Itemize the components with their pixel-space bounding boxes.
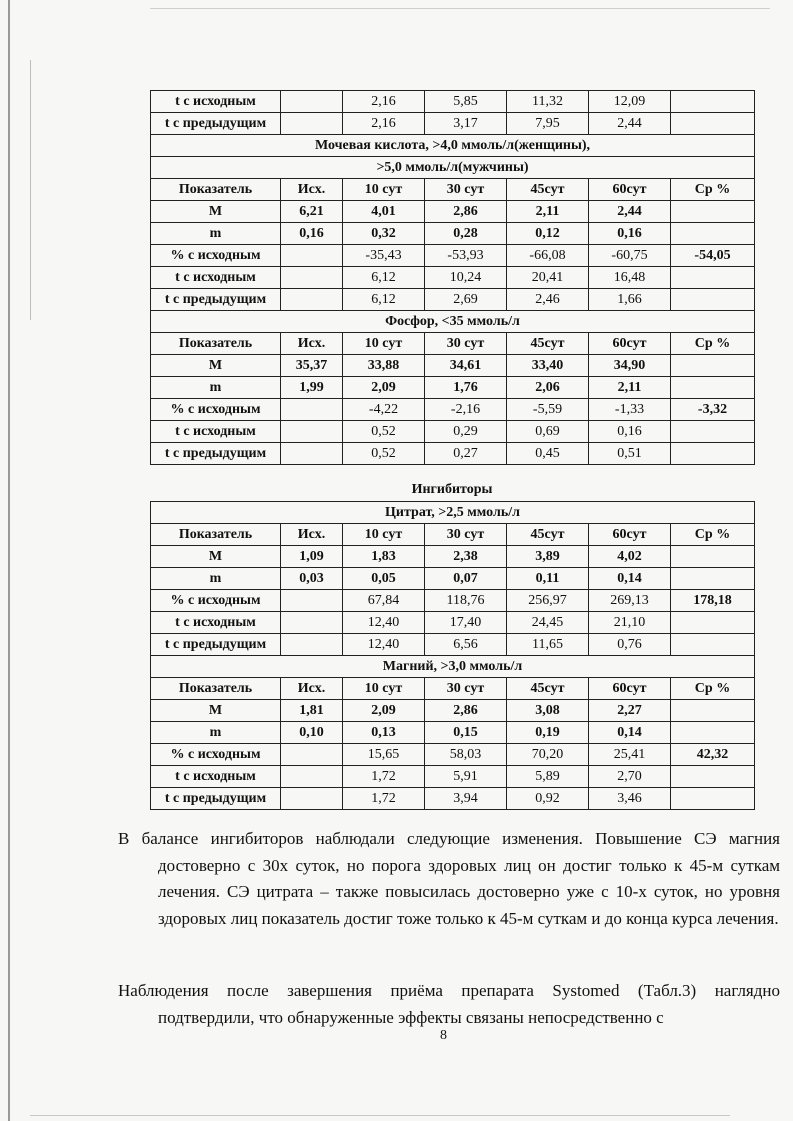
row-label: % с исходным <box>151 245 281 267</box>
table-row <box>151 766 755 788</box>
table-cell <box>671 612 755 634</box>
table-row <box>151 223 755 245</box>
table-cell <box>671 113 755 135</box>
table-cell: -53,93 <box>425 245 507 267</box>
table-cell: 1,99 <box>281 377 343 399</box>
table-cell: 15,65 <box>343 744 425 766</box>
row-label: t с исходным <box>151 612 281 634</box>
table-cell: 70,20 <box>507 744 589 766</box>
table-cell: 0,92 <box>507 788 589 810</box>
table-cell: 0,28 <box>425 223 507 245</box>
table-cell: 34,61 <box>425 355 507 377</box>
column-header: 30 сут <box>425 333 507 355</box>
column-header: Показатель <box>151 678 281 700</box>
column-header: 30 сут <box>425 678 507 700</box>
table-cell: 0,14 <box>589 722 671 744</box>
row-label: t с предыдущим <box>151 289 281 311</box>
table-cell: 5,89 <box>507 766 589 788</box>
column-header: Исх. <box>281 678 343 700</box>
column-header: Ср % <box>671 179 755 201</box>
row-label: t с предыдущим <box>151 443 281 465</box>
table-cell: 11,65 <box>507 634 589 656</box>
table-cell: 0,15 <box>425 722 507 744</box>
table-cell: 16,48 <box>589 267 671 289</box>
scan-edge <box>30 1115 730 1116</box>
table-cell: 58,03 <box>425 744 507 766</box>
table-cell <box>671 788 755 810</box>
table-cell: 0,69 <box>507 421 589 443</box>
page-number: 8 <box>440 1028 447 1043</box>
table-cell: 0,12 <box>507 223 589 245</box>
table-row <box>151 91 755 113</box>
table-cell: 4,01 <box>343 201 425 223</box>
table-cell: -1,33 <box>589 399 671 421</box>
table-cell: 12,09 <box>589 91 671 113</box>
table-cell: 2,69 <box>425 289 507 311</box>
table-cell: 3,46 <box>589 788 671 810</box>
table-cell: 1,09 <box>281 546 343 568</box>
table-cell: 0,45 <box>507 443 589 465</box>
section-title-row <box>151 311 755 333</box>
table-row <box>151 744 755 766</box>
table-row <box>151 113 755 135</box>
column-header: 60сут <box>589 333 671 355</box>
section-title-row <box>151 502 755 524</box>
table-cell: 5,91 <box>425 766 507 788</box>
table-cell: -5,59 <box>507 399 589 421</box>
table-cell: 0,52 <box>343 443 425 465</box>
table-cell <box>281 788 343 810</box>
table-row <box>151 612 755 634</box>
table-row <box>151 399 755 421</box>
table-cell: -2,16 <box>425 399 507 421</box>
column-header: 10 сут <box>343 333 425 355</box>
column-header: Исх. <box>281 333 343 355</box>
table-cell: 2,16 <box>343 91 425 113</box>
table-cell: 10,24 <box>425 267 507 289</box>
table-cell <box>281 245 343 267</box>
table-cell: 1,72 <box>343 766 425 788</box>
table-cell: 6,12 <box>343 289 425 311</box>
section-title: Магний, >3,0 ммоль/л <box>151 656 755 678</box>
paragraph-systomed <box>118 978 780 1031</box>
table-cell <box>281 443 343 465</box>
table-cell <box>281 744 343 766</box>
column-header: 60сут <box>589 678 671 700</box>
table-cell: 0,05 <box>343 568 425 590</box>
table-cell <box>281 91 343 113</box>
row-label: t с предыдущим <box>151 788 281 810</box>
table-cell: 0,16 <box>281 223 343 245</box>
paragraph-text: В балансе ингибиторов наблюдали следующие изменения. Повышение СЭ магния достоверно с 30х суток, но порога здоровых лиц он достиг только к 45-м суткам лечения. СЭ цитрата – также повысилась достоверно уже с 10-х суток, но уровня здоровых лиц показатель достиг тоже только к 45-м суткам и до конца курса лечения. <box>118 829 780 928</box>
row-label: M <box>151 355 281 377</box>
table-cell: 4,02 <box>589 546 671 568</box>
row-label: t с предыдущим <box>151 113 281 135</box>
column-header: Ср % <box>671 524 755 546</box>
table-cell: 0,16 <box>589 223 671 245</box>
row-label: m <box>151 223 281 245</box>
column-header: 45сут <box>507 524 589 546</box>
table-cell <box>671 223 755 245</box>
table-cell <box>671 722 755 744</box>
table-cell <box>671 700 755 722</box>
table-cell: 3,89 <box>507 546 589 568</box>
row-label: % с исходным <box>151 399 281 421</box>
table-row <box>151 634 755 656</box>
table-cell: 0,29 <box>425 421 507 443</box>
table-row <box>151 267 755 289</box>
table-cell: 1,72 <box>343 788 425 810</box>
table-uric-phosphorus <box>150 90 755 465</box>
row-label: % с исходным <box>151 744 281 766</box>
scan-edge <box>30 60 31 320</box>
row-label: M <box>151 546 281 568</box>
table-cell: 7,95 <box>507 113 589 135</box>
column-header: 45сут <box>507 179 589 201</box>
table-cell: 12,40 <box>343 612 425 634</box>
table-cell: 3,08 <box>507 700 589 722</box>
table-cell: 6,12 <box>343 267 425 289</box>
table-cell <box>671 289 755 311</box>
header-row <box>151 333 755 355</box>
table-cell: 2,46 <box>507 289 589 311</box>
table-cell: 0,76 <box>589 634 671 656</box>
table-cell: 33,40 <box>507 355 589 377</box>
table-cell: 0,10 <box>281 722 343 744</box>
table-cell: 0,32 <box>343 223 425 245</box>
table-row <box>151 245 755 267</box>
table-cell <box>281 766 343 788</box>
table-cell: 0,52 <box>343 421 425 443</box>
table-cell: 2,11 <box>507 201 589 223</box>
section-title: Мочевая кислота, >4,0 ммоль/л(женщины), <box>151 135 755 157</box>
table-cell: 6,56 <box>425 634 507 656</box>
table-cell <box>671 421 755 443</box>
table-row <box>151 377 755 399</box>
section-title-row <box>151 157 755 179</box>
table-cell <box>671 443 755 465</box>
table-cell: 0,16 <box>589 421 671 443</box>
section-title: Цитрат, >2,5 ммоль/л <box>151 502 755 524</box>
table-cell: 0,07 <box>425 568 507 590</box>
table-row <box>151 355 755 377</box>
column-header: 10 сут <box>343 179 425 201</box>
table-cell: 0,14 <box>589 568 671 590</box>
table-cell <box>281 289 343 311</box>
row-label: m <box>151 377 281 399</box>
table-cell: 6,21 <box>281 201 343 223</box>
column-header: Ср % <box>671 333 755 355</box>
column-header: Показатель <box>151 524 281 546</box>
table-cell: 42,32 <box>671 744 755 766</box>
table-cell: 67,84 <box>343 590 425 612</box>
table-cell: 21,10 <box>589 612 671 634</box>
table-cell: 1,83 <box>343 546 425 568</box>
table-cell: -54,05 <box>671 245 755 267</box>
table-cell <box>671 546 755 568</box>
paragraph-inhibitors-balance <box>118 826 780 932</box>
row-label: t с исходным <box>151 421 281 443</box>
row-label: t с исходным <box>151 91 281 113</box>
table-cell: 1,81 <box>281 700 343 722</box>
table-cell: 25,41 <box>589 744 671 766</box>
table-cell: 2,44 <box>589 201 671 223</box>
table-cell <box>671 766 755 788</box>
table-cell <box>671 568 755 590</box>
table-cell: -66,08 <box>507 245 589 267</box>
column-header: Ср % <box>671 678 755 700</box>
table-cell: 0,13 <box>343 722 425 744</box>
table-cell <box>671 355 755 377</box>
table-cell: 35,37 <box>281 355 343 377</box>
table-cell <box>281 612 343 634</box>
row-label: m <box>151 568 281 590</box>
table-cell: 2,06 <box>507 377 589 399</box>
table-cell: 3,94 <box>425 788 507 810</box>
table-cell: 2,09 <box>343 700 425 722</box>
table-inhibitors <box>150 501 755 810</box>
table-row <box>151 289 755 311</box>
inhibitors-heading: Ингибиторы <box>411 482 493 497</box>
table-cell: 17,40 <box>425 612 507 634</box>
column-header: Исх. <box>281 179 343 201</box>
table-cell: 12,40 <box>343 634 425 656</box>
table-row <box>151 443 755 465</box>
column-header: Показатель <box>151 333 281 355</box>
table-cell: 0,51 <box>589 443 671 465</box>
section-title-row <box>151 656 755 678</box>
table-row <box>151 788 755 810</box>
table-cell: 178,18 <box>671 590 755 612</box>
table-cell <box>671 634 755 656</box>
table-cell: 2,27 <box>589 700 671 722</box>
table-cell: 2,70 <box>589 766 671 788</box>
table-cell: 33,88 <box>343 355 425 377</box>
table-cell <box>281 113 343 135</box>
table-row <box>151 722 755 744</box>
table-cell: 269,13 <box>589 590 671 612</box>
row-label: m <box>151 722 281 744</box>
column-header: 30 сут <box>425 179 507 201</box>
table-cell: 0,27 <box>425 443 507 465</box>
header-row <box>151 678 755 700</box>
table-cell: 2,44 <box>589 113 671 135</box>
row-label: M <box>151 201 281 223</box>
table-cell: 34,90 <box>589 355 671 377</box>
table-cell: 5,85 <box>425 91 507 113</box>
table-cell: 2,09 <box>343 377 425 399</box>
section-title: >5,0 ммоль/л(мужчины) <box>151 157 755 179</box>
table-cell <box>281 399 343 421</box>
row-label: t с предыдущим <box>151 634 281 656</box>
table-cell: 20,41 <box>507 267 589 289</box>
column-header: 45сут <box>507 333 589 355</box>
table-cell: 2,86 <box>425 201 507 223</box>
header-row <box>151 179 755 201</box>
table-cell: 0,19 <box>507 722 589 744</box>
table-row <box>151 700 755 722</box>
section-title-row <box>151 135 755 157</box>
header-row <box>151 524 755 546</box>
column-header: 45сут <box>507 678 589 700</box>
row-label: M <box>151 700 281 722</box>
table-cell: 2,16 <box>343 113 425 135</box>
row-label: % с исходным <box>151 590 281 612</box>
table-cell: 1,76 <box>425 377 507 399</box>
column-header: 60сут <box>589 524 671 546</box>
table-cell <box>281 590 343 612</box>
scan-edge <box>8 0 10 1121</box>
table-cell: 2,11 <box>589 377 671 399</box>
table-cell <box>671 91 755 113</box>
row-label: t с исходным <box>151 267 281 289</box>
table-row <box>151 546 755 568</box>
table-row <box>151 590 755 612</box>
column-header: Показатель <box>151 179 281 201</box>
table-cell <box>281 421 343 443</box>
table-cell <box>281 267 343 289</box>
table-cell: 118,76 <box>425 590 507 612</box>
scan-edge <box>150 8 770 9</box>
column-header: 60сут <box>589 179 671 201</box>
row-label: t с исходным <box>151 766 281 788</box>
table-cell: -60,75 <box>589 245 671 267</box>
table-cell: -4,22 <box>343 399 425 421</box>
table-cell: 2,86 <box>425 700 507 722</box>
table-cell: -3,32 <box>671 399 755 421</box>
table-cell: 2,38 <box>425 546 507 568</box>
table-cell: 24,45 <box>507 612 589 634</box>
table-cell: 11,32 <box>507 91 589 113</box>
table-cell: 3,17 <box>425 113 507 135</box>
table-cell <box>671 377 755 399</box>
paragraph-text: Наблюдения после завершения приёма препарата Systomed (Табл.3) наглядно подтвердили, что обнаруженные эффекты связаны непосредственно с <box>118 981 780 1027</box>
table-row <box>151 201 755 223</box>
column-header: Исх. <box>281 524 343 546</box>
table-row <box>151 568 755 590</box>
table-cell: -35,43 <box>343 245 425 267</box>
table-cell <box>281 634 343 656</box>
section-title: Фосфор, <35 ммоль/л <box>151 311 755 333</box>
column-header: 30 сут <box>425 524 507 546</box>
column-header: 10 сут <box>343 524 425 546</box>
table-row <box>151 421 755 443</box>
table-cell: 256,97 <box>507 590 589 612</box>
table-cell <box>671 267 755 289</box>
table-cell: 0,11 <box>507 568 589 590</box>
table-cell <box>671 201 755 223</box>
column-header: 10 сут <box>343 678 425 700</box>
table-cell: 0,03 <box>281 568 343 590</box>
table-cell: 1,66 <box>589 289 671 311</box>
